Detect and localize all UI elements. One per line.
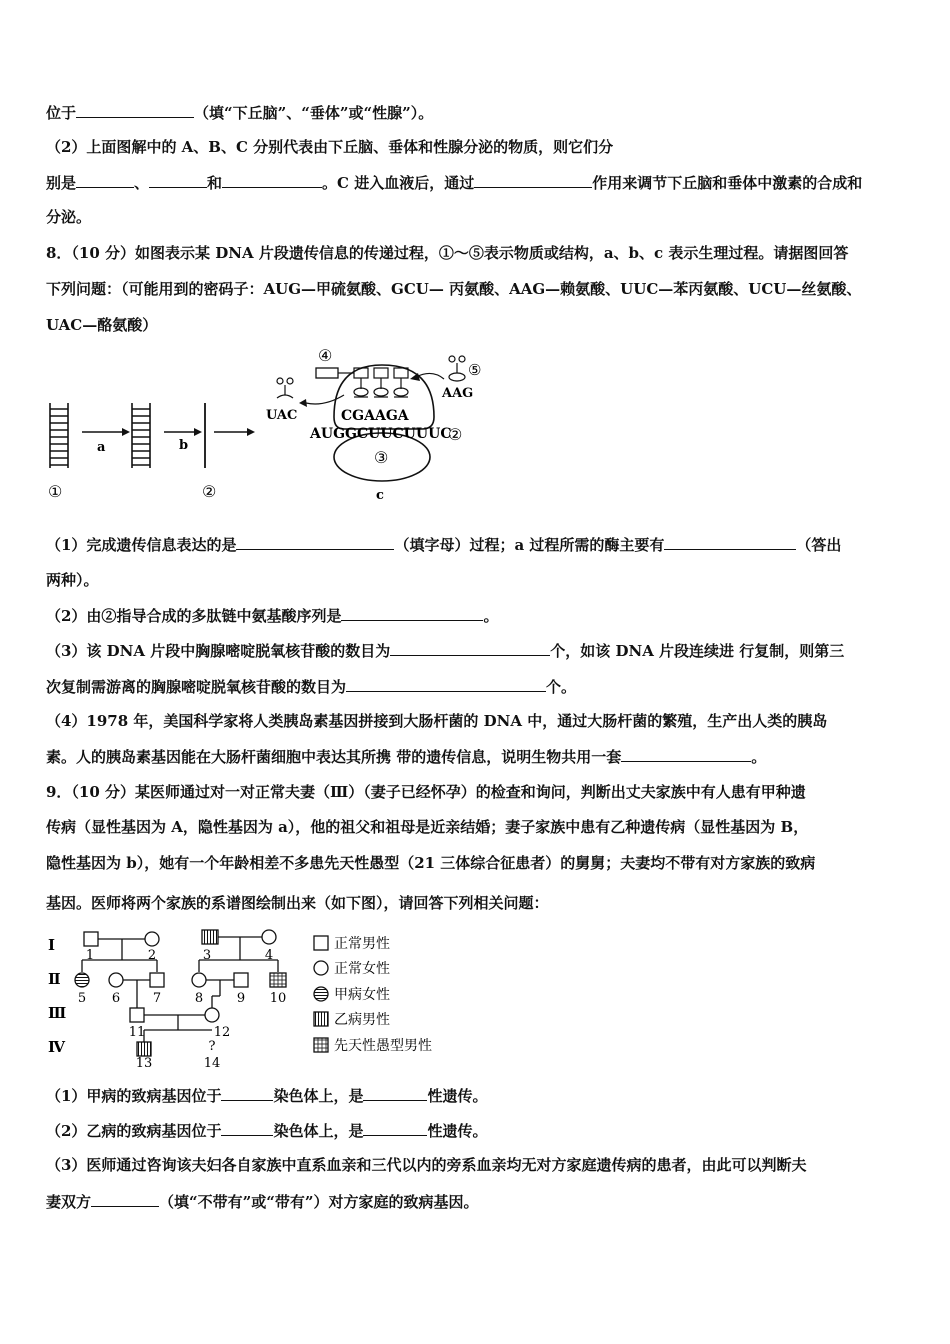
q9-sub-2 [46, 1120, 487, 1141]
individual-12 [205, 1008, 219, 1022]
num-1: 1 [85, 948, 95, 963]
anticodon-sequence: CGAAGA [341, 408, 409, 424]
q9-blank-1[interactable] [221, 1085, 273, 1101]
q8-text: 素。人的胰岛素基因能在大肠杆菌细胞中表达其所携 带的遗传信息，说明生物共用一套 [46, 748, 622, 766]
trna-right-icon [449, 356, 465, 381]
q7-blank-1[interactable] [76, 102, 194, 118]
gen-2-label: Ⅱ [48, 970, 61, 988]
label-circle-3: ③ [374, 448, 389, 467]
trna-inside [354, 378, 408, 397]
q9-sub-3-cont [46, 1191, 479, 1212]
individual-6 [109, 973, 123, 987]
trna-left-icon [277, 378, 293, 398]
num-7: 7 [152, 991, 162, 1006]
q7-text: 和 [207, 174, 223, 192]
q8-stem-3: UAC—酪氨酸） [46, 316, 158, 334]
q8-text: （1）完成遗传信息表达的是 [46, 536, 237, 554]
q8-sub-2 [46, 605, 498, 626]
q9-text: 性遗传。 [427, 1087, 488, 1105]
dna-ladder-1 [50, 403, 68, 468]
individual-13 [137, 1042, 151, 1056]
q8-blank-4[interactable] [390, 640, 550, 656]
num-11: 11 [128, 1025, 146, 1040]
q9-stem-3: 隐性基因为 b），她有一个年龄相差不多患先天性愚型（21 三体综合征患者）的舅舅；夫妻均不带有对方家族的致病 [46, 854, 816, 872]
num-4: 4 [264, 948, 274, 963]
num-13: 13 [135, 1056, 153, 1071]
q8-blank-5[interactable] [346, 676, 546, 692]
gen-3-label: Ⅲ [48, 1004, 67, 1022]
individual-11 [130, 1008, 144, 1022]
individual-4 [262, 930, 276, 944]
q8-text: （答出 [796, 536, 842, 554]
q8-text: （填字母）过程；a 过程所需的酶主要有 [394, 536, 665, 554]
q9-text: 性遗传。 [427, 1122, 488, 1140]
q9-text: 染色体上，是 [273, 1087, 364, 1105]
label-circle-2: ② [202, 482, 217, 501]
individual-9 [234, 973, 248, 987]
num-9: 9 [236, 991, 246, 1006]
trna-left-label: UAC [266, 408, 298, 423]
q7-line-3 [46, 172, 862, 193]
q9-text: 妻双方 [46, 1193, 92, 1211]
legend-b-male-icon [314, 1012, 328, 1026]
q9-sub-3: （3）医师通过咨询该夫妇各自家族中直系血亲和三代以内的旁系血亲均无对方家庭遗传病的患者，由此可以判断夫 [46, 1156, 807, 1174]
individual-8 [192, 973, 206, 987]
q8-stem-1: 8．（10 分）如图表示某 DNA 片段遗传信息的传递过程，①～⑤表示物质或结构，a、b、c 表示生理过程。请据图回答 [46, 244, 849, 262]
dna-ladder-2 [132, 403, 150, 468]
num-10: 10 [269, 991, 287, 1006]
arrow-c-head [247, 428, 255, 436]
q8-blank-3[interactable] [341, 605, 483, 621]
individual-1 [84, 932, 98, 946]
q8-blank-6[interactable] [621, 746, 751, 762]
q7-text: 。C 进入血液后，通过 [322, 174, 475, 192]
q8-text: 次复制需游离的胸腺嘧啶脱氧核苷酸的数目为 [46, 678, 347, 696]
q9-text: （填“不带有”或“带有”）对方家庭的致病基因。 [159, 1193, 479, 1211]
individual-7 [150, 973, 164, 987]
legend-normal-female-icon [314, 961, 328, 975]
arrow-b-head [194, 428, 202, 436]
gen-1-label: Ⅰ [48, 936, 56, 954]
individual-3 [202, 930, 218, 944]
num-3: 3 [202, 948, 212, 963]
q8-sub-1 [46, 534, 841, 555]
q8-text: 个。 [546, 678, 577, 696]
q8-text: （2）由②指导合成的多肽链中氨基酸序列是 [46, 607, 342, 625]
legend-b-male: 乙病男性 [334, 1012, 390, 1028]
individual-10 [270, 973, 286, 987]
q8-sub-1-cont: 两种）。 [46, 571, 99, 589]
num-6: 6 [111, 991, 121, 1006]
q8-sub-3 [46, 640, 844, 661]
label-circle-1: ① [48, 482, 63, 501]
q8-sub-3-cont [46, 676, 576, 697]
q9-blank-3[interactable] [221, 1120, 273, 1136]
q8-blank-1[interactable] [236, 534, 394, 550]
q9-blank-2[interactable] [363, 1085, 427, 1101]
trna-right-label: AAG [442, 386, 474, 401]
q9-text: （2）乙病的致病基因位于 [46, 1122, 222, 1140]
q9-stem-2: 传病（显性基因为 A，隐性基因为 a），他的祖父和祖母是近亲结婚；妻子家族中患有乙种遗传病（显性基因为 B， [46, 818, 809, 836]
q8-sub-4-cont [46, 746, 766, 767]
num-8: 8 [194, 991, 204, 1006]
legend-a-female-icon [314, 987, 328, 1001]
q7-text: （填“下丘脑”、“垂体”或“性腺”）。 [194, 104, 434, 122]
q7-line-2: （2）上面图解中的 A、B、C 分别代表由下丘脑、垂体和性腺分泌的物质，则它们分 [46, 138, 614, 156]
q9-sub-1 [46, 1085, 487, 1106]
unknown-child: ? [208, 1039, 216, 1054]
q9-text: （1）甲病的致病基因位于 [46, 1087, 222, 1105]
q7-line-1 [46, 102, 433, 123]
q7-blank-b[interactable] [149, 172, 207, 188]
q9-text: 染色体上，是 [273, 1122, 364, 1140]
q8-sub-4: （4）1978 年，美国科学家将人类胰岛素基因拼接到大肠杆菌的 DNA 中，通过大肠杆菌的繁殖，生产出人类的胰岛 [46, 712, 828, 730]
legend-normal-male-icon [314, 936, 328, 950]
legend-down-male: 先天性愚型男性 [334, 1038, 432, 1054]
label-circle-4: ④ [318, 346, 333, 365]
label-circle-5: ⑤ [468, 361, 482, 379]
q8-stem-2: 下列问题：（可能用到的密码子：AUG—甲硫氨酸、GCU— 丙氨酸、AAG—赖氨酸、UUC—苯丙氨酸、UCU—丝氨酸、 [46, 280, 862, 298]
q9-blank-4[interactable] [363, 1120, 427, 1136]
num-5: 5 [77, 991, 87, 1006]
mrna-sequence: AUGGCUUCUUUC [310, 426, 452, 442]
q8-blank-2[interactable] [664, 534, 796, 550]
legend-a-female: 甲病女性 [334, 987, 390, 1003]
label-process-c: c [376, 488, 384, 503]
arrow-a-head [122, 428, 130, 436]
q7-text: 、 [134, 174, 150, 192]
q9-blank-5[interactable] [91, 1191, 159, 1207]
q8-text: 。 [483, 607, 499, 625]
q9-stem-4: 基因。医师将两个家族的系谱图绘制出来（如下图），请回答下列相关问题： [46, 894, 549, 912]
q7-line-4: 分泌。 [46, 208, 92, 226]
q7-blank-c[interactable] [222, 172, 322, 188]
legend-normal-female: 正常女性 [334, 961, 390, 977]
num-2: 2 [147, 948, 157, 963]
dna-transfer-diagram [44, 345, 484, 505]
q8-text: 个，如该 DNA 片段连续进 行复制，则第三 [550, 642, 845, 660]
label-process-a: a [97, 440, 106, 455]
num-12: 12 [213, 1025, 231, 1040]
q7-blank-d[interactable] [474, 172, 592, 188]
legend-down-male-icon [314, 1038, 328, 1052]
q9-stem-1: 9．（10 分）某医师通过对一对正常夫妻（Ⅲ）（妻子已经怀孕）的检查和询问，判断出丈夫家族中有人患有甲种遗 [46, 783, 806, 801]
pedigree-chart [44, 922, 464, 1072]
individual-2 [145, 932, 159, 946]
label-circle-2b: ② [448, 425, 463, 444]
q7-text: 位于 [46, 104, 77, 122]
q8-text: （3）该 DNA 片段中胸腺嘧啶脱氧核苷酸的数目为 [46, 642, 391, 660]
q7-blank-a[interactable] [76, 172, 134, 188]
num-14: 14 [203, 1056, 221, 1071]
individual-5 [75, 973, 89, 987]
q7-text: 别是 [46, 174, 77, 192]
label-process-b: b [179, 438, 189, 453]
q8-text: 。 [751, 748, 767, 766]
polypeptide-box [316, 368, 338, 378]
legend-normal-male: 正常男性 [334, 936, 390, 952]
gen-4-label: Ⅳ [48, 1038, 66, 1056]
q7-text: 作用来调节下丘脑和垂体中激素的合成和 [592, 174, 863, 192]
